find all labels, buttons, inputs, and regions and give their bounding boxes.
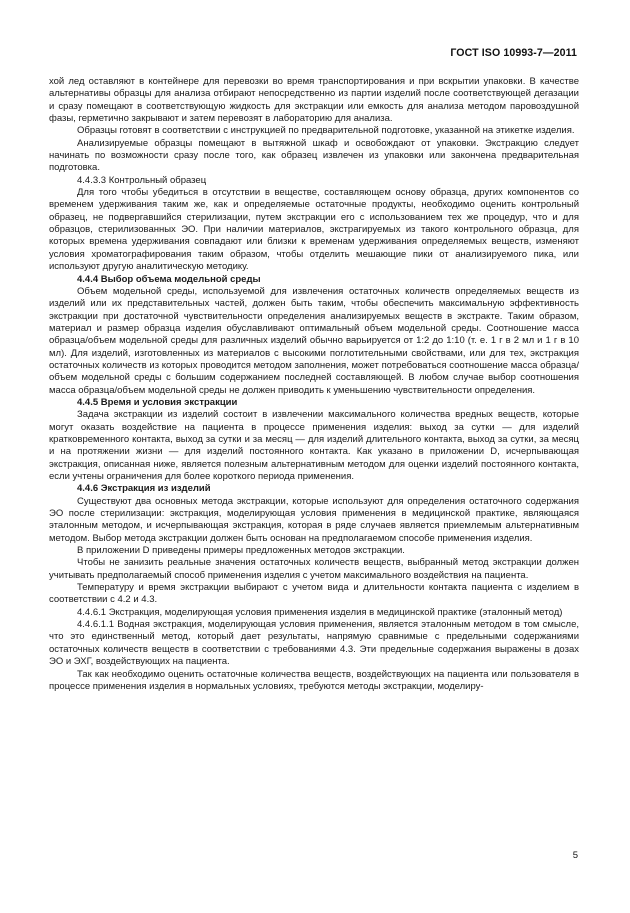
paragraph: Чтобы не занизить реальные значения остаточных количеств веществ, выбранный метод экстракции должен учитывать предполагаемый способ применения изделия с учетом максимального воздействия на пациента. [49,557,579,581]
paragraph: Температуру и время экстракции выбирают с учетом вида и длительности контакта пациента с изделием в соответствии с 4.2 и 4.3. [49,582,579,606]
document-header: ГОСТ ISO 10993-7—2011 [450,47,577,59]
paragraph: хой лед оставляют в контейнере для перевозки во время транспортирования и при вскрытии упаковки. В качестве альтернативы образцы для анализа отбирают непосредственно из партии изделий после соответствующей дегазации и сразу помещают в соответствующую жидкость для экстракции или емкость для анализа методом паровоздушной фазы, герметично закрывают и затем перевозят в лабораторию для анализа. [49,76,579,125]
paragraph: Образцы готовят в соответствии с инструкцией по предварительной подготовке, указанной на этикетке изделия. [77,125,575,137]
document-body [49,76,579,693]
section-heading: 4.4.6 Экстракция из изделий [77,483,211,495]
paragraph: Анализируемые образцы помещают в вытяжной шкаф и освобождают от упаковки. Экстракцию следует начинать по возможности сразу после того, как образец извлечен из упаковки или закончена предварительная подготовка. [49,137,579,174]
section-heading: 4.4.5 Время и условия экстракции [77,396,238,408]
paragraph: Так как необходимо оценить остаточные количества веществ, воздействующих на пациента или пользователя в процессе применения изделия в нормальных условиях, требуются методы экстракции, моделиру- [49,668,579,692]
paragraph: Объем модельной среды, используемой для извлечения остаточных количеств определяемых веществ из изделий или их представительных частей, должен быть таким, чтобы обеспечить максимальную эффективность экстракции при достаточной чувствительности определения анализируемых веществ в экстракте. Таким образом, материал и размер образца изделия обуславливают оптимальный объем модельной среды. Соотношение масса образца/объем модельной среды для различных изделий обычно варьируется от 1:2 до 1:10 (т. е. 1 г в 2 мл и 1 г в 10 мл). Для изделий, изготовленных из материалов с высокими поглотительными свойствами, или для тех, экстракция остаточных количеств из которых проводится методом заполнения, может потребоваться соотношение масса образца/объем модельной среды с большим содержанием последней составляющей. В любом случае выбор соотношения масса образца/объем модельной среды не должен приводить к уменьшению чувствительности определения. [49,285,579,396]
paragraph: 4.4.6.1.1 Водная экстракция, моделирующая условия применения, является эталонным методом в том смысле, что это единственный метод, который дает результаты, напрямую сравнимые с предельными содержаниями остаточных количеств веществ в соответствии с требованиями 4.3. Эти предельные содержания выражены в дозах ЭО и ЭХГ, воздействующих на пациента. [49,619,579,668]
section-heading: 4.4.4 Выбор объема модельной среды [77,273,261,285]
paragraph: В приложении D приведены примеры предложенных методов экстракции. [77,545,405,557]
paragraph: Существуют два основных метода экстракции, которые используют для определения остаточного содержания ЭО после стерилизации: экстракция, моделирующая условия применения в медицинской практике, являющаяся эталонным методом, и исчерпывающая экстракция, которая в ряде случаев является приемлемым альтернативным методом. Выбор метода экстракции должен быть основан на предполагаемом способе применения изделия. [49,495,579,544]
paragraph: Для того чтобы убедиться в отсутствии в веществе, составляющем основу образца, других компонентов со временем удерживания таким же, как и определяемые остаточные продукты, необходимо оценить контрольный образец, не подвергавшийся стерилизации, путем экстракции его с использованием тех же процедур, что и для образцов, стерилизованных ЭО. При наличии материалов, экстрагируемых из такого контрольного образца, для которых времена удерживания совпадают или близки к временам удерживания определяемых веществ, изменяют условия хроматографирования таким образом, чтобы отделить мешающие пики от анализируемого пика, или используют другую аналитическую методику. [49,187,579,273]
section-heading: 4.4.3.3 Контрольный образец [77,174,207,186]
paragraph: Задача экстракции из изделий состоит в извлечении максимального количества вредных веществ, которые могут оказать воздействие на пациента в процессе применения изделия: выход за сутки — для изделий кратковременного контакта, выход за сутки и за месяц — для изделий длительного контакта, выход за сутки, за месяц и на протяжении жизни — для изделий постоянного контакта. Как указано в приложении D, исчерпывающая экстракция, описанная ниже, является полезным альтернативным методом для оценки изделий постоянного контакта, если учтены ограничения для более короткого периода применения. [49,409,579,482]
page-number: 5 [572,850,578,861]
section-heading: 4.4.6.1 Экстракция, моделирующая условия применения изделия в медицинской практике (эталонный метод) [77,606,563,618]
